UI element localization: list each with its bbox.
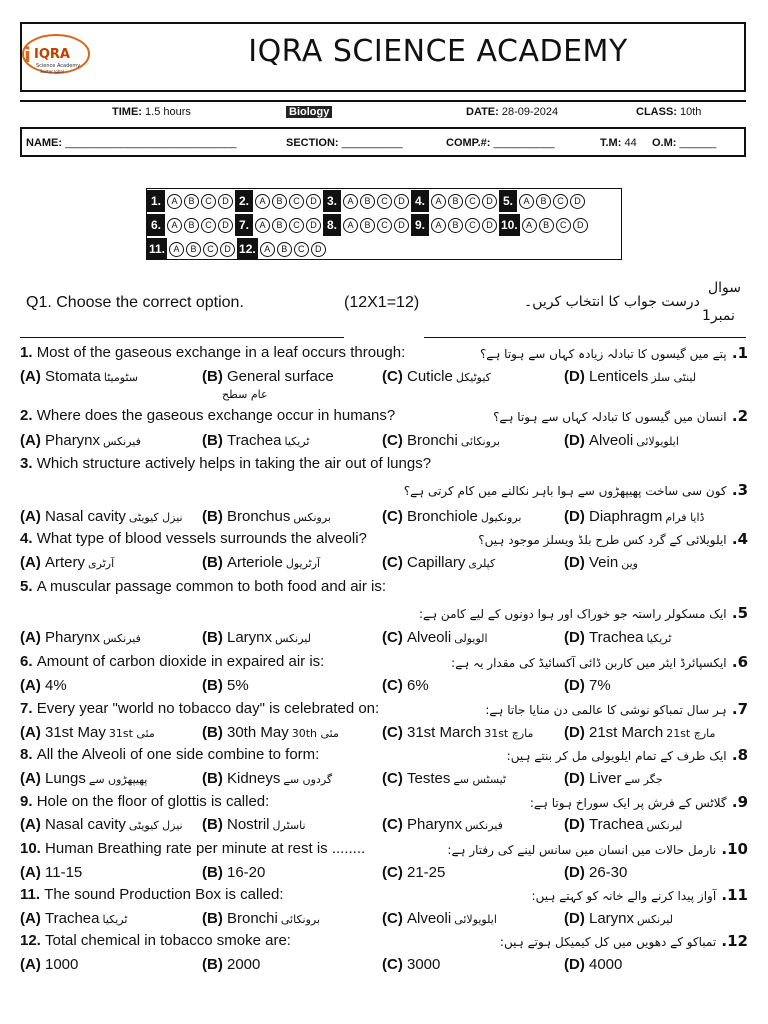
bubble-question-number: 1. bbox=[147, 190, 165, 212]
option-urdu: ٹیسٹس سے bbox=[453, 773, 507, 786]
bubble-question-number: 3. bbox=[323, 190, 341, 212]
section-urdu-number: نمبر1 bbox=[702, 308, 735, 324]
answer-bubble[interactable]: D bbox=[573, 218, 588, 233]
option[interactable]: (C) Alveoli ایلویولائی bbox=[382, 910, 497, 927]
answer-bubble[interactable]: C bbox=[553, 194, 568, 209]
bubble-group bbox=[411, 214, 497, 236]
student-info-row bbox=[20, 127, 746, 157]
bubble-question-number: 11. bbox=[147, 238, 167, 260]
option[interactable]: (D) 7% bbox=[564, 677, 611, 694]
bubble-question-number: 4. bbox=[411, 190, 429, 212]
bubble-question-number: 12. bbox=[237, 238, 258, 260]
option[interactable]: (D) Larynx لیرنکس bbox=[564, 910, 673, 927]
option[interactable]: (B) 16-20 bbox=[202, 864, 266, 881]
name-field[interactable]: NAME: ____________________________ bbox=[26, 137, 237, 149]
option-urdu: ناسٹرل bbox=[272, 819, 306, 832]
answer-bubble[interactable]: C bbox=[465, 194, 480, 209]
bubble-question-number: 6. bbox=[147, 214, 165, 236]
question-text: 3. Which structure actively helps in taking the air out of lungs? bbox=[20, 455, 432, 472]
answer-bubble[interactable]: D bbox=[220, 242, 235, 257]
option[interactable]: (C) Cuticle کیوٹیکل bbox=[382, 368, 491, 385]
answer-bubble[interactable]: D bbox=[570, 194, 585, 209]
option[interactable]: (A) 31st May 31st مئی bbox=[20, 724, 155, 741]
option[interactable]: (A) 11-15 bbox=[20, 864, 83, 881]
option[interactable]: (A) Pharynx فیرنکس bbox=[20, 432, 141, 449]
bubble-group bbox=[323, 190, 409, 212]
option-urdu: لیرنکس bbox=[275, 632, 311, 645]
bubble-group bbox=[323, 214, 409, 236]
option-urdu: لینٹی سلز bbox=[651, 371, 697, 384]
answer-bubble[interactable]: C bbox=[465, 218, 480, 233]
bubble-group bbox=[499, 190, 585, 212]
bubble-question-number: 8. bbox=[323, 214, 341, 236]
answer-bubble[interactable]: A bbox=[431, 194, 446, 209]
option[interactable]: (C) Bronchi برونکائی bbox=[382, 432, 501, 449]
question-urdu-text: 12. تمباکو کے دھویں میں کل کیمیکل ہوتے ہیں: bbox=[499, 932, 748, 950]
divider-right bbox=[424, 337, 746, 338]
answer-bubble[interactable]: A bbox=[431, 218, 446, 233]
option[interactable]: (C) 31st March 31st مارچ bbox=[382, 724, 534, 741]
option-urdu: وین bbox=[621, 557, 638, 570]
bubble-group bbox=[147, 238, 235, 260]
option-urdu: 21st مارچ bbox=[666, 727, 716, 740]
answer-bubble[interactable]: A bbox=[167, 194, 182, 209]
answer-bubble[interactable]: B bbox=[277, 242, 292, 257]
question-text: 12. Total chemical in tobacco smoke are: bbox=[20, 932, 291, 949]
option-urdu: 30th مئی bbox=[291, 727, 339, 740]
answer-bubble[interactable]: A bbox=[522, 218, 537, 233]
answer-bubble[interactable]: B bbox=[536, 194, 551, 209]
option[interactable]: (B) Trachea ٹریکیا bbox=[202, 432, 310, 449]
answer-bubble[interactable]: B bbox=[184, 218, 199, 233]
question-text: 2. Where does the gaseous exchange occur in humans? bbox=[20, 407, 396, 424]
question-urdu-text: 4. ایلویلائی کے گرد کس طرح بلڈ ویسلز موجود ہیں؟ bbox=[478, 530, 748, 548]
question-text: 10. Human Breathing rate per minute at rest is ........ bbox=[20, 840, 366, 857]
option[interactable]: (A) Artery آرٹری bbox=[20, 554, 115, 571]
option-urdu: آرٹریول bbox=[285, 557, 321, 570]
answer-bubble[interactable]: A bbox=[343, 218, 358, 233]
question-text: 8. All the Alveoli of one side combine to form: bbox=[20, 746, 320, 763]
option-urdu: لیرنکس bbox=[637, 913, 673, 926]
answer-bubble[interactable]: A bbox=[343, 194, 358, 209]
section-urdu-title: درست جواب کا انتخاب کریں۔ bbox=[524, 294, 700, 310]
answer-bubble[interactable]: C bbox=[294, 242, 309, 257]
option-urdu: گردوں سے bbox=[283, 773, 333, 786]
option-urdu: فیرنکس bbox=[103, 632, 141, 645]
section-urdu-label: سوال bbox=[708, 280, 742, 296]
answer-bubble[interactable]: A bbox=[169, 242, 184, 257]
option-urdu: ٹریکیا bbox=[284, 435, 310, 448]
answer-bubble[interactable]: C bbox=[201, 218, 216, 233]
bubble-question-number: 10. bbox=[499, 214, 520, 236]
bubble-group bbox=[235, 190, 321, 212]
option[interactable]: (B) Nostril ناسٹرل bbox=[202, 816, 306, 833]
obtained-marks-field[interactable]: O.M: ______ bbox=[652, 137, 717, 149]
answer-bubble[interactable]: A bbox=[255, 218, 270, 233]
option[interactable]: (D) Trachea لیرنکس bbox=[564, 816, 683, 833]
option[interactable]: (C) Pharynx فیرنکس bbox=[382, 816, 503, 833]
option[interactable]: (D) 26-30 bbox=[564, 864, 628, 881]
option-urdu: لیرنکس bbox=[646, 819, 683, 832]
option[interactable]: (A) Nasal cavity نیزل کیویٹی bbox=[20, 816, 183, 833]
option[interactable]: (B) Kidneys گردوں سے bbox=[202, 770, 333, 787]
answer-bubble[interactable]: B bbox=[272, 218, 287, 233]
bubble-group bbox=[235, 214, 321, 236]
question-urdu-text: 6. ایکسپائرڈ ایئر میں کاربن ڈائی آکسائیڈ کی مقدار یہ ہے: bbox=[451, 653, 748, 671]
option-urdu: 31st مئی bbox=[108, 727, 155, 740]
answer-bubble[interactable]: C bbox=[201, 194, 216, 209]
comp-field[interactable]: COMP.#: __________ bbox=[446, 137, 555, 149]
option[interactable]: (D) 4000 bbox=[564, 956, 623, 973]
option[interactable]: (C) 6% bbox=[382, 677, 429, 694]
answer-bubble[interactable]: B bbox=[360, 218, 375, 233]
option[interactable]: (C) Bronchiole برونکیول bbox=[382, 508, 522, 525]
question-text: 1. Most of the gaseous exchange in a leaf occurs through: bbox=[20, 344, 406, 361]
option[interactable]: (B) 2000 bbox=[202, 956, 261, 973]
option-urdu: برونکائی bbox=[460, 435, 501, 448]
option-urdu: الویولی bbox=[454, 632, 488, 645]
answer-bubble[interactable]: A bbox=[519, 194, 534, 209]
bubble-row bbox=[147, 213, 590, 237]
logo-subtext-2: Sector Iqbal bbox=[40, 69, 64, 74]
option-urdu: نیزل کیویٹی bbox=[128, 511, 183, 524]
option-urdu: کپلری bbox=[468, 557, 496, 570]
option-urdu: ایلویولائی bbox=[454, 913, 497, 926]
bubble-group bbox=[237, 238, 326, 260]
answer-bubble[interactable]: A bbox=[260, 242, 275, 257]
option[interactable]: (A) Trachea ٹریکیا bbox=[20, 910, 128, 927]
option[interactable]: (C) 21-25 bbox=[382, 864, 446, 881]
question-urdu-text: 1. پتے میں گیسوں کا تبادلہ زیادہ کہاں سے ہوتا ہے؟ bbox=[479, 344, 748, 362]
logo-subtext: Science Academy bbox=[36, 63, 81, 69]
exam-info-row bbox=[20, 100, 746, 122]
answer-bubble[interactable]: D bbox=[306, 218, 321, 233]
option-urdu: ٹریکیا bbox=[102, 913, 128, 926]
subject-field: Biology bbox=[286, 106, 332, 118]
answer-bubble[interactable]: B bbox=[272, 194, 287, 209]
bubble-question-number: 5. bbox=[499, 190, 517, 212]
option-urdu: برونکائی bbox=[280, 913, 321, 926]
option-urdu: جگر سے bbox=[624, 773, 663, 786]
answer-bubble[interactable]: A bbox=[255, 194, 270, 209]
answer-bubble[interactable]: C bbox=[203, 242, 218, 257]
answer-bubble[interactable]: D bbox=[482, 194, 497, 209]
option[interactable]: (D) Lenticels لینٹی سلز bbox=[564, 368, 697, 385]
answer-bubble[interactable]: B bbox=[186, 242, 201, 257]
option[interactable]: (B) 5% bbox=[202, 677, 249, 694]
option[interactable]: (D) Vein وین bbox=[564, 554, 638, 571]
option[interactable]: (C) 3000 bbox=[382, 956, 441, 973]
question-text: 4. What type of blood vessels surrounds the alveoli? bbox=[20, 530, 367, 547]
question-text: 5. A muscular passage common to both food and air is: bbox=[20, 578, 387, 595]
option[interactable]: (B) Larynx لیرنکس bbox=[202, 629, 311, 646]
answer-bubble[interactable]: B bbox=[184, 194, 199, 209]
option-urdu: برونکس bbox=[293, 511, 331, 524]
logo-text: IQRA bbox=[34, 47, 70, 62]
question-urdu-text: 9. گلاٹس کے فرش پر ایک سوراخ ہوتا ہے: bbox=[529, 793, 748, 811]
answer-bubble[interactable]: D bbox=[394, 194, 409, 209]
option-urdu: فیرنکس bbox=[103, 435, 141, 448]
option[interactable]: (B) General surface bbox=[202, 368, 334, 385]
option-urdu: ایلویولائی bbox=[636, 435, 679, 448]
answer-bubble[interactable]: C bbox=[289, 194, 304, 209]
class-field: CLASS: 10th bbox=[636, 106, 702, 118]
divider-left bbox=[20, 337, 344, 338]
question-text: 7. Every year "world no tobacco day" is celebrated on: bbox=[20, 700, 380, 717]
option[interactable]: (B) 30th May 30th مئی bbox=[202, 724, 339, 741]
option[interactable]: (B) Arteriole آرٹریول bbox=[202, 554, 321, 571]
answer-bubble[interactable]: C bbox=[377, 218, 392, 233]
answer-bubble-sheet bbox=[146, 188, 622, 260]
option-urdu: نیزل کیویٹی bbox=[128, 819, 183, 832]
option[interactable]: (D) 21st March 21st مارچ bbox=[564, 724, 716, 741]
option[interactable]: (C) Capillary کپلری bbox=[382, 554, 496, 571]
section-marks: (12X1=12) bbox=[344, 294, 420, 311]
answer-bubble[interactable]: B bbox=[360, 194, 375, 209]
option[interactable]: (A) 4% bbox=[20, 677, 67, 694]
option[interactable]: (A) 1000 bbox=[20, 956, 79, 973]
answer-bubble[interactable]: D bbox=[218, 218, 233, 233]
question-urdu-text: 8. ایک طرف کے تمام ایلویولی مل کر بنتے ہیں: bbox=[506, 746, 748, 764]
option[interactable]: (A) Pharynx فیرنکس bbox=[20, 629, 141, 646]
bubble-group bbox=[147, 190, 233, 212]
option[interactable]: (C) Testes ٹیسٹس سے bbox=[382, 770, 507, 787]
option[interactable]: (D) Trachea ٹریکیا bbox=[564, 629, 672, 646]
question-urdu-text: 3. کون سی ساخت پھیپھڑوں سے ہوا باہر نکالنے میں کام کرتی ہے؟ bbox=[403, 481, 748, 499]
option-urdu: برونکیول bbox=[480, 511, 522, 524]
question-urdu-text: 7. ہر سال تمباکو نوشی کا عالمی دن منایا جاتا ہے: bbox=[485, 700, 748, 718]
option-urdu: ڈایا فرام bbox=[665, 511, 705, 524]
section-field[interactable]: SECTION: __________ bbox=[286, 137, 403, 149]
answer-bubble[interactable]: A bbox=[167, 218, 182, 233]
question-text: 11. The sound Production Box is called: bbox=[20, 886, 284, 903]
option-urdu: آرٹری bbox=[88, 557, 115, 570]
answer-bubble[interactable]: B bbox=[539, 218, 554, 233]
question-urdu-text: 2. انسان میں گیسوں کا تبادلہ کہاں سے ہوتا ہے؟ bbox=[493, 407, 748, 425]
answer-bubble[interactable]: C bbox=[377, 194, 392, 209]
bubble-row bbox=[147, 189, 587, 213]
question-urdu-text: 5. ایک مسکولر راستہ جو خوراک اور ہوا دونوں کے لیے کامن ہے: bbox=[419, 604, 748, 622]
time-field: TIME: 1.5 hours bbox=[112, 106, 191, 118]
option[interactable]: (D) Diaphragm ڈایا فرام bbox=[564, 508, 705, 525]
question-text: 9. Hole on the floor of glottis is called: bbox=[20, 793, 270, 810]
option-urdu-extra: عام سطح bbox=[222, 388, 268, 401]
answer-bubble[interactable]: D bbox=[218, 194, 233, 209]
answer-bubble[interactable]: D bbox=[482, 218, 497, 233]
bubble-row bbox=[147, 237, 328, 261]
academy-title: IQRA SCIENCE ACADEMY bbox=[248, 34, 628, 69]
total-marks-field: T.M: 44 bbox=[600, 137, 637, 149]
option[interactable]: (D) Alveoli ایلویولائی bbox=[564, 432, 679, 449]
option-urdu: ٹریکیا bbox=[646, 632, 672, 645]
option[interactable]: (B) Bronchus برونکس bbox=[202, 508, 331, 525]
answer-bubble[interactable]: D bbox=[394, 218, 409, 233]
bubble-question-number: 2. bbox=[235, 190, 253, 212]
answer-bubble[interactable]: C bbox=[556, 218, 571, 233]
option[interactable]: (C) Alveoli الویولی bbox=[382, 629, 488, 646]
answer-bubble[interactable]: B bbox=[448, 218, 463, 233]
bubble-group bbox=[499, 214, 588, 236]
bubble-question-number: 9. bbox=[411, 214, 429, 236]
answer-bubble[interactable]: B bbox=[448, 194, 463, 209]
answer-bubble[interactable]: D bbox=[311, 242, 326, 257]
option-urdu: پھیپھڑوں سے bbox=[88, 773, 148, 786]
option[interactable]: (A) Lungs پھیپھڑوں سے bbox=[20, 770, 148, 787]
option[interactable]: (A) Nasal cavity نیزل کیویٹی bbox=[20, 508, 183, 525]
option[interactable]: (D) Liver جگر سے bbox=[564, 770, 663, 787]
date-field: DATE: 28-09-2024 bbox=[466, 106, 559, 118]
option-urdu: سٹومیٹا bbox=[103, 371, 138, 384]
bubble-group bbox=[411, 190, 497, 212]
option[interactable]: (A) Stomata سٹومیٹا bbox=[20, 368, 138, 385]
option-urdu: فیرنکس bbox=[465, 819, 503, 832]
option[interactable]: (B) Bronchi برونکائی bbox=[202, 910, 321, 927]
section-title: Q1. Choose the correct option. bbox=[26, 294, 244, 311]
question-urdu-text: 10. نارمل حالات میں انسان میں سانس لینے کی رفتار ہے: bbox=[447, 840, 748, 858]
bubble-question-number: 7. bbox=[235, 214, 253, 236]
option-urdu: 31st مارچ bbox=[484, 727, 534, 740]
answer-bubble[interactable]: C bbox=[289, 218, 304, 233]
question-text: 6. Amount of carbon dioxide in expaired air is: bbox=[20, 653, 325, 670]
svg-text:i: i bbox=[24, 43, 31, 67]
question-urdu-text: 11. آواز پیدا کرنے والے خانہ کو کہتے ہیں: bbox=[531, 886, 748, 904]
option-urdu: کیوٹیکل bbox=[455, 371, 491, 384]
academy-logo bbox=[18, 32, 90, 78]
bubble-group bbox=[147, 214, 233, 236]
answer-bubble[interactable]: D bbox=[306, 194, 321, 209]
